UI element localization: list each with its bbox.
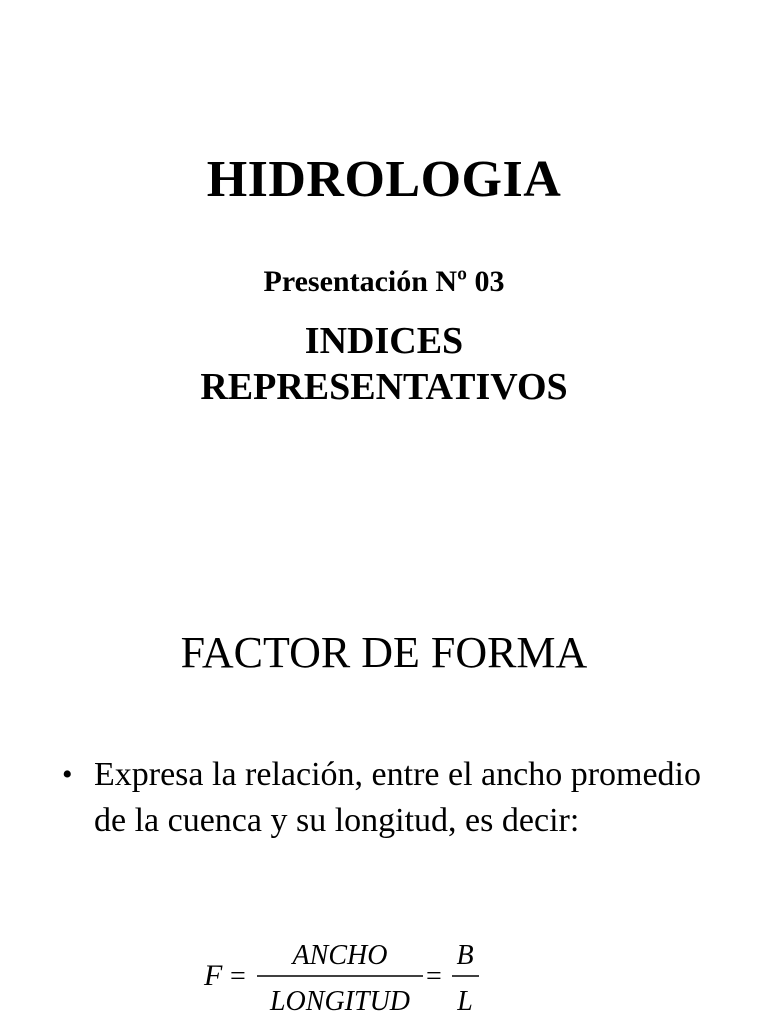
formula — [200, 930, 500, 1022]
formula-equals-1: = — [230, 961, 246, 992]
topic-heading — [0, 318, 768, 410]
section-title: FACTOR DE FORMA — [180, 628, 588, 677]
topic-heading-line-2: REPRESENTATIVOS — [200, 366, 568, 408]
presentation-number: Presentación Nº 03 — [263, 265, 505, 298]
slide-title — [0, 0, 768, 500]
bullet-text: Expresa la relación, entre el ancho promedio de la cuenca y su longitud, es decir: — [94, 756, 702, 839]
page-title: HIDROLOGIA — [206, 151, 562, 208]
formula-denominator-longitud: LONGITUD — [269, 986, 411, 1017]
slide-factor-de-forma — [0, 500, 768, 1024]
formula-denominator-l: L — [457, 986, 473, 1017]
bullet-item — [62, 752, 722, 844]
formula-numerator-ancho: ANCHO — [292, 940, 388, 971]
formula-graphic — [200, 930, 500, 1022]
formula-lhs: F — [204, 959, 223, 992]
topic-heading-line-1: INDICES — [304, 320, 464, 362]
formula-equals-2: = — [426, 961, 442, 992]
formula-numerator-b: B — [456, 940, 474, 971]
bullet-icon: • — [62, 758, 73, 791]
